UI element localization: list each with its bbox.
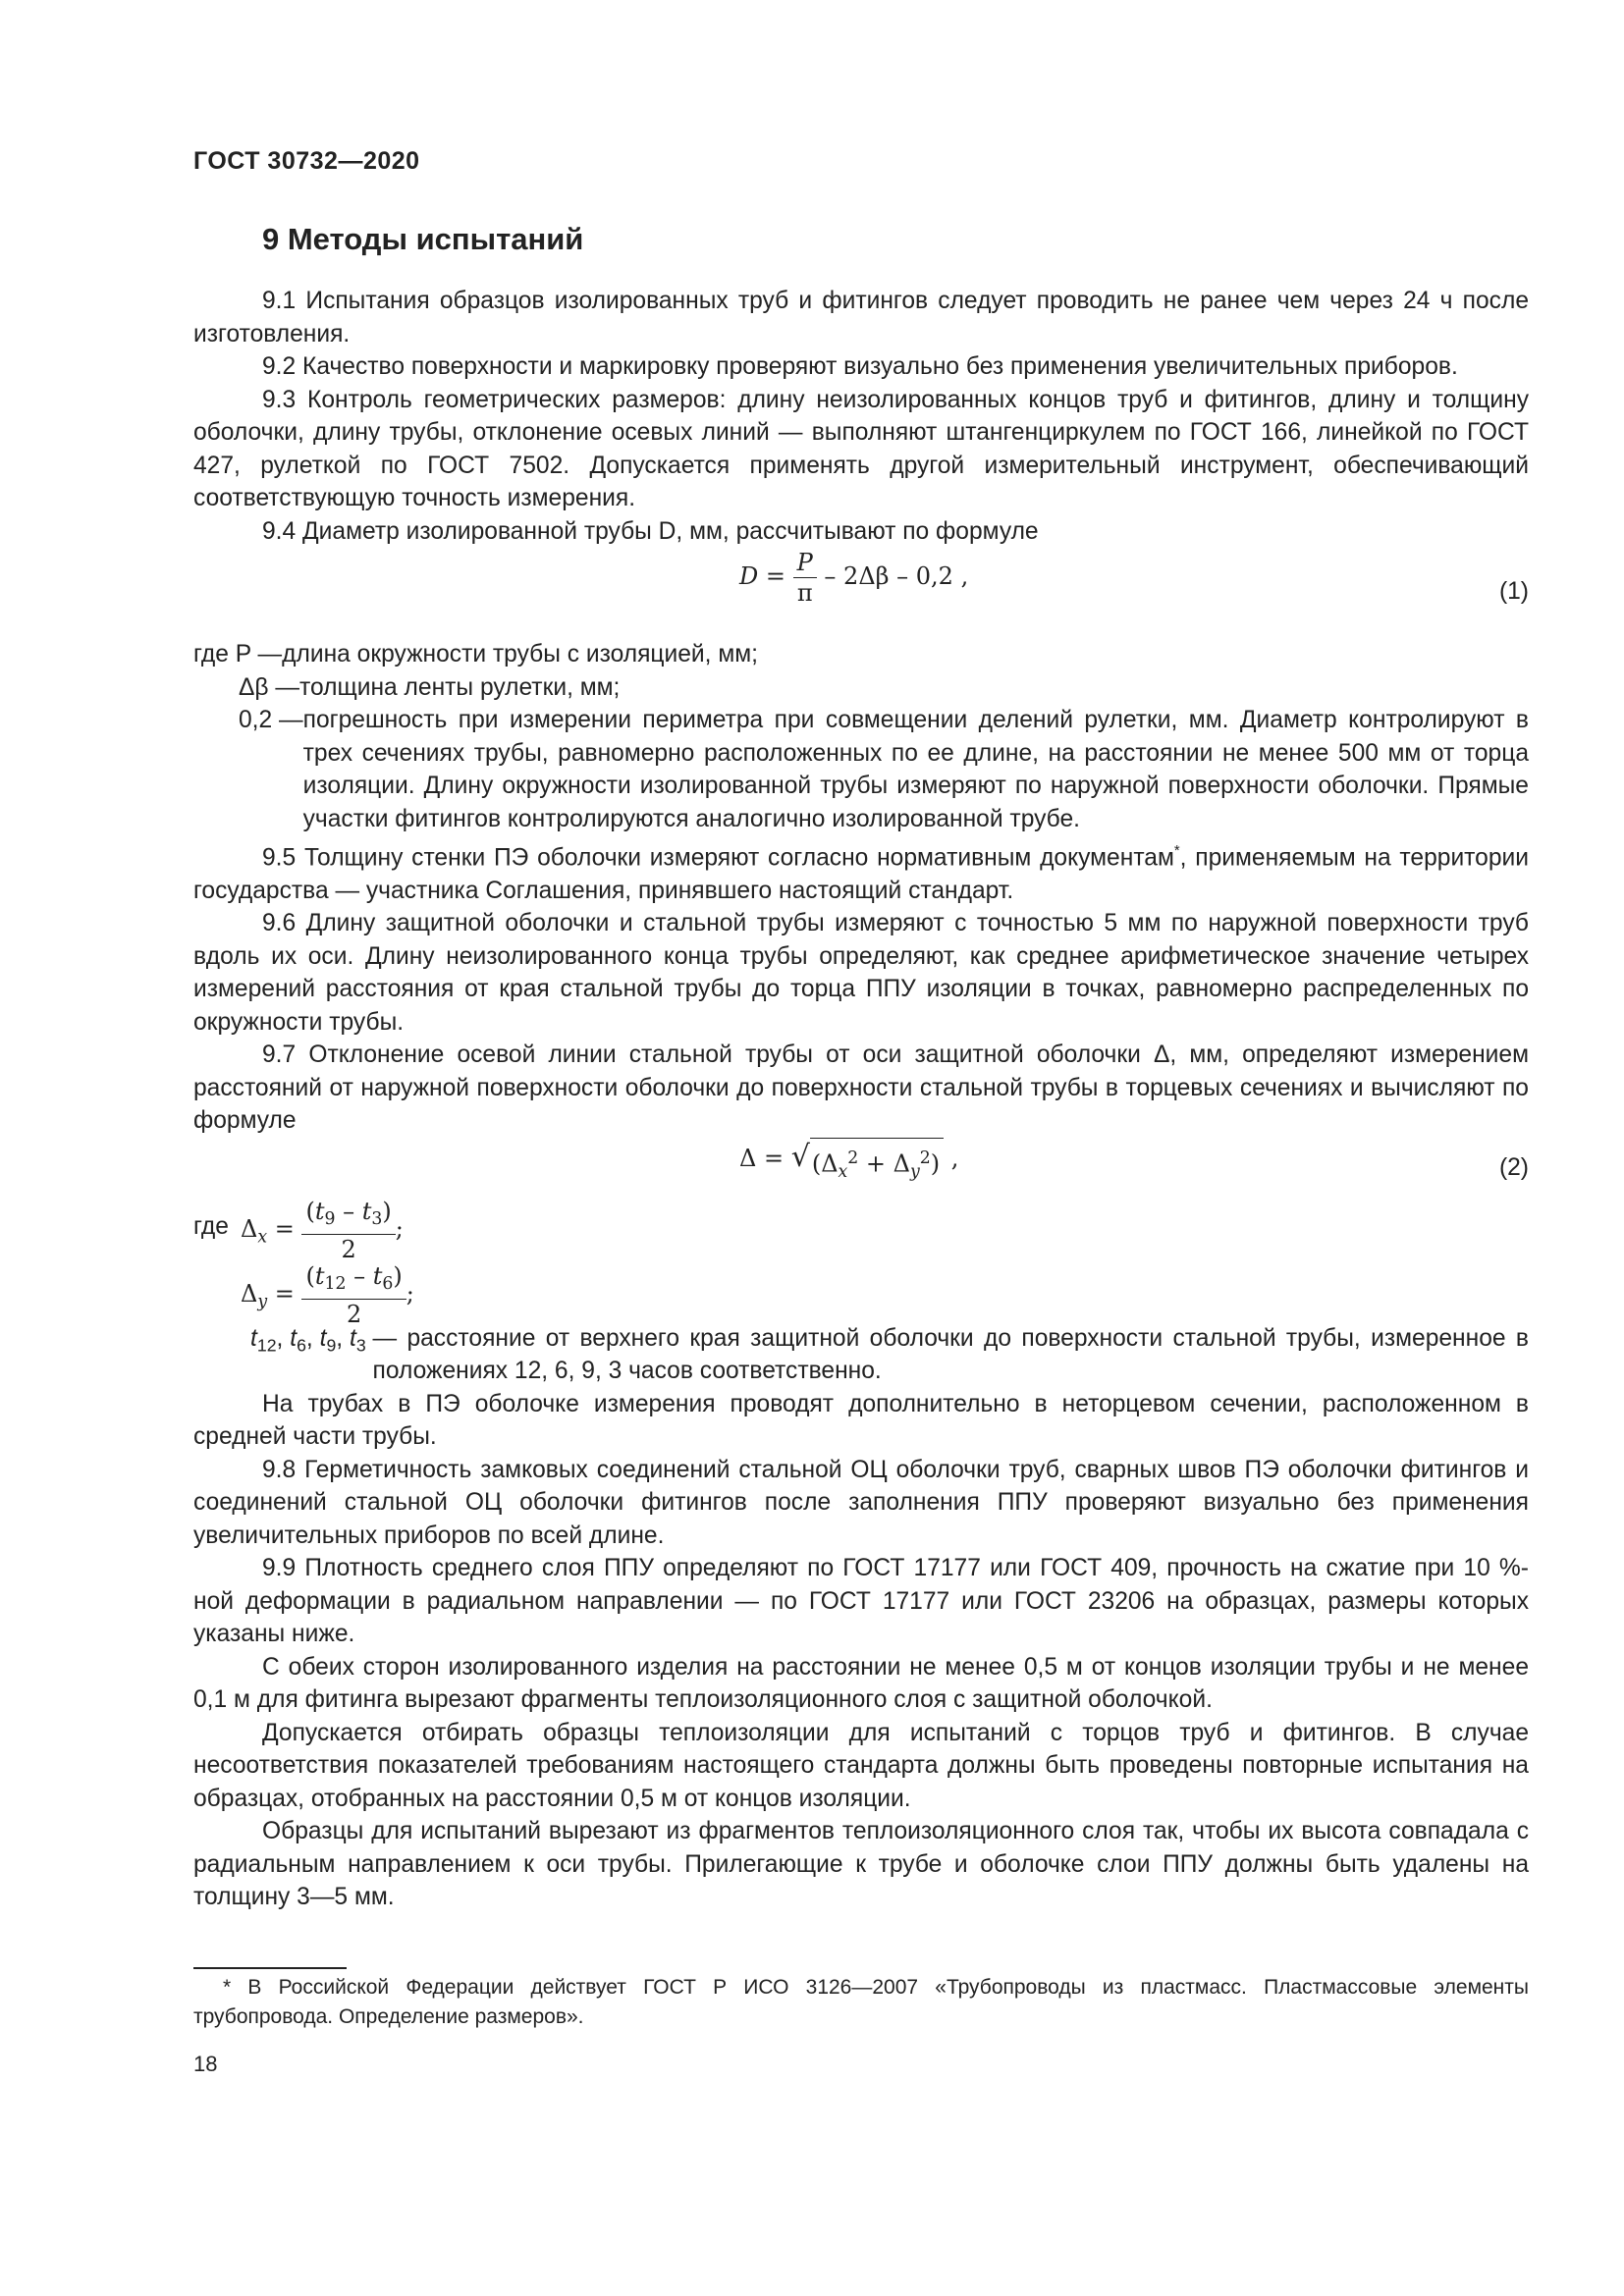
delta-y-semicolon: ; xyxy=(406,1279,414,1308)
footnote-text: * В Российской Федерации действует ГОСТ Р ИСО 3126—2007 «Трубопроводы из пластмасс. Пластмассовые элементы трубопровода. Определение размеров». xyxy=(193,1976,1529,2028)
formula-1-fraction xyxy=(793,548,817,608)
paragraph-9-8: 9.8 Герметичность замковых соединений стальной ОЦ оболочки труб, сварных швов ПЭ оболочки фитингов и соединений стальной ОЦ оболочки фитингов после заполнения ППУ проверяют визуально без применения увеличительных приборов по всей длине. xyxy=(193,1456,1529,1549)
footnote-separator xyxy=(193,1967,347,1969)
formula-1-numerator: P xyxy=(793,548,817,578)
definition-0-2-text: погрешность при измерении периметра при совмещении делений рулетки, мм. Диаметр контролируют в трех сечениях трубы, равномерно расположенных по ее длине, на расстоянии не менее 500 мм от торца изоляции. Длину окружности изолированной трубы измеряют по наружной поверхности оболочки. Прямые участки фитингов контролируются аналогично изолированной трубе. xyxy=(302,707,1529,832)
formula-2-number: (2) xyxy=(1498,1153,1529,1181)
formula-1-number: (1) xyxy=(1498,578,1529,605)
definition-p xyxy=(193,638,1529,671)
document-body xyxy=(193,285,1529,1914)
formula-1-denominator: π xyxy=(796,579,813,607)
formula-2-lhs: Δ = xyxy=(739,1144,785,1172)
delta-x-denominator: 2 xyxy=(341,1236,356,1263)
document-header: ГОСТ 30732—2020 xyxy=(193,147,420,175)
paragraph-pe-sheath: На трубах в ПЭ оболочке измерения проводят дополнительно в неторцевом сечении, расположенном в средней части трубы. xyxy=(193,1390,1529,1451)
definition-t xyxy=(193,1322,1529,1388)
page-number: 18 xyxy=(193,2052,218,2076)
paragraph-9-9: 9.9 Плотность среднего слоя ППУ определяют по ГОСТ 17177 или ГОСТ 409, прочность на сжатие при 10 %-ной деформации в радиальном направлении — по ГОСТ 17177 или ГОСТ 23206 на образцах, размеры которых указаны ниже. xyxy=(193,1555,1529,1648)
paragraph-9-5-end: , применяемым на территории государства — участника Соглашения, принявшего настоящий стандарт. xyxy=(193,844,1530,904)
paragraph-9-6: 9.6 Длину защитной оболочки и стальной трубы измеряют с точностью 5 мм по наружной поверхности труб вдоль их оси. Длину неизолированного конца трубы определяют, как среднее арифметическое значение четырех измерений расстояния от края стальной трубы до торца ППУ изоляции в точках, равномерно распределенных по окружности трубы. xyxy=(193,910,1529,1036)
formula-2-expression xyxy=(739,1138,958,1190)
paragraph-9-3: 9.3 Контроль геометрических размеров: длину неизолированных концов труб и фитингов, длину и толщину оболочки, длину трубы, отклонение осевых линий — выполняют штангенциркулем по ГОСТ 166, линейкой по ГОСТ 427, рулеткой по ГОСТ 7502. Допускается применять другой измерительный инструмент, обеспечивающий соответствующую точность измерения. xyxy=(193,386,1529,511)
definition-t-term: $t_{12}$, $t_6$, $t_9$, $t_3$ xyxy=(250,1324,366,1356)
definition-p-text: длина окружности трубы с изоляцией, мм; xyxy=(282,641,758,667)
formula-1 xyxy=(193,548,1529,638)
where-label: где xyxy=(193,1212,229,1240)
paragraph-9-5-start: 9.5 Толщину стенки ПЭ оболочки измеряют согласно нормативным документам xyxy=(262,844,1174,872)
paragraph-9-7: 9.7 Отклонение осевой линии стальной трубы от оси защитной оболочки Δ, мм, определяют измерением расстояний от наружной поверхности оболочки до поверхности стальной трубы в торцевых сечениях и вычисляют по формуле xyxy=(193,1041,1529,1135)
formula-2-sqrt xyxy=(791,1138,944,1190)
paragraph-both-sides: С обеих сторон изолированного изделия на расстоянии не менее 0,5 м от концов изоляции трубы и не менее 0,1 м для фитинга вырезают фрагменты теплоизоляционного слоя с защитной оболочкой. xyxy=(193,1653,1529,1714)
formula-2-radicand: $(\Delta_x^2 + \Delta_y^2)$ xyxy=(810,1138,944,1190)
formula-1-lhs: D = xyxy=(739,562,785,590)
definition-0-2 xyxy=(193,704,1529,835)
delta-x-formula: $\Delta_x$ = $\frac{(t_9 - t_3)}{2}$ ; xyxy=(241,1197,404,1263)
paragraph-9-5 xyxy=(193,835,1529,907)
definition-p-term: где P — xyxy=(193,641,283,667)
formula-1-expression xyxy=(739,548,968,608)
paragraph-9-1: 9.1 Испытания образцов изолированных труб и фитингов следует проводить не ранее чем через 24 ч после изготовления. xyxy=(193,288,1529,347)
delta-x-definition xyxy=(193,1197,1529,1263)
footnote-marker: * xyxy=(1173,843,1180,859)
definition-0-2-term: 0,2 — xyxy=(239,707,303,733)
sqrt-symbol: √ xyxy=(790,1139,810,1174)
paragraph-9-2: 9.2 Качество поверхности и маркировку проверяют визуально без применения увеличительных приборов. xyxy=(262,353,1458,380)
formula-1-definitions xyxy=(193,638,1529,835)
footnote xyxy=(193,1973,1529,2032)
formula-2-comma: , xyxy=(950,1144,959,1172)
paragraph-9-4: 9.4 Диаметр изолированной трубы D, мм, рассчитывают по формуле xyxy=(262,517,1039,545)
delta-y-fraction xyxy=(301,1261,406,1329)
delta-y-definition xyxy=(193,1257,1529,1328)
paragraph-allowed: Допускается отбирать образцы теплоизоляции для испытаний с торцов труб и фитингов. В случае несоответствия показателей требованиям настоящего стандарта должны быть проведены повторные испытания на образцах, отобранных на расстоянии 0,5 м от концов изоляции. xyxy=(193,1719,1529,1812)
definition-t-text: — расстояние от верхнего края защитной оболочки до поверхности стальной трубы, измеренное в положениях 12, 6, 9, 3 часов соответственно. xyxy=(372,1324,1529,1385)
delta-x-semicolon: ; xyxy=(395,1214,404,1243)
section-title: 9 Методы испытаний xyxy=(262,222,584,256)
delta-y-formula: $\Delta_y$ = $\frac{(t_{12} - t_6)}{2}$ ; xyxy=(241,1261,414,1328)
delta-x-fraction xyxy=(301,1197,395,1264)
paragraph-samples: Образцы для испытаний вырезают из фрагментов теплоизоляционного слоя так, чтобы их высота совпадала с радиальным направлением к оси трубы. Прилегающие к трубе и оболочке слои ППУ должны быть удалены на толщину 3—5 мм. xyxy=(193,1818,1529,1911)
formula-1-rest: – 2Δβ – 0,2 , xyxy=(824,562,969,590)
delta-y-denominator: 2 xyxy=(347,1301,362,1328)
definition-delta-beta-text: толщина ленты рулетки, мм; xyxy=(299,673,621,701)
definition-delta-beta-term: Δβ — xyxy=(239,673,300,701)
formula-2 xyxy=(193,1138,1529,1197)
delta-y-numerator: $(t_{12} - t_6)$ xyxy=(301,1261,406,1300)
delta-x-numerator: $(t_9 - t_3)$ xyxy=(301,1197,395,1235)
definition-delta-beta xyxy=(193,671,1529,705)
